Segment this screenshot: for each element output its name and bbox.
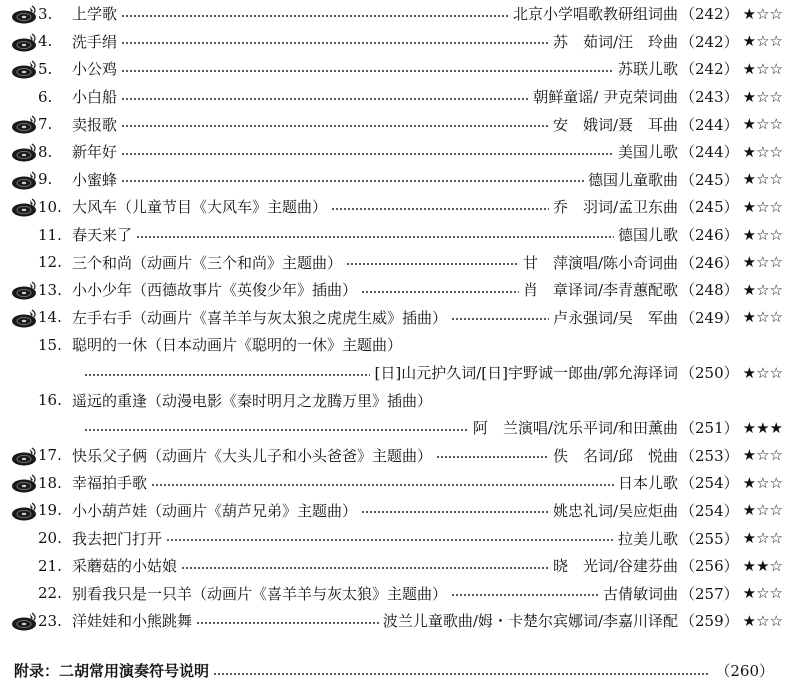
toc-entry-continuation[interactable] [8,359,783,387]
difficulty-stars: ★☆☆ [742,363,783,382]
dot-leader [451,318,549,320]
entry-title: 洗手绢 [72,32,118,51]
entry-title: 卖报歌 [72,115,118,134]
entry-number: 7. [38,115,53,134]
difficulty-stars: ★☆☆ [742,280,783,299]
entry-credit: 拉美儿歌 [618,529,679,548]
entry-number: 22. [38,584,62,603]
entry-title: 遥远的重逢（动漫电影《秦时明月之龙腾万里》插曲） [72,391,433,410]
entry-number: 18. [38,473,62,492]
entry-title: 上学歌 [72,5,118,24]
entry-number: 15. [38,335,62,354]
entry-number: 3. [38,4,53,23]
entry-credit: 阿 兰演唱/沈乐平词/和田薰曲 [472,419,679,438]
toc-entry[interactable] [8,331,783,359]
dot-leader [121,125,549,127]
entry-number: 13. [38,280,62,299]
entry-title: 小小葫芦娃（动画片《葫芦兄弟》主题曲） [72,501,358,520]
difficulty-stars: ★☆☆ [742,4,783,23]
entry-credit: 卢永强词/吴 军曲 [552,308,679,327]
entry-number: 19. [38,501,62,520]
entry-number: 10. [38,197,62,216]
difficulty-stars: ★☆☆ [742,115,783,134]
entry-credit: 甘 萍演唱/陈小奇词曲 [522,253,679,272]
entry-title: 三个和尚（动画片《三个和尚》主题曲） [72,253,343,272]
dot-leader [151,484,614,486]
entry-number: 23. [38,611,62,630]
entry-credit: 安 娥词/聂 耳曲 [552,115,679,134]
dot-leader [213,673,709,675]
entry-title: 新年好 [72,143,118,162]
appendix-page: （260） [715,662,774,680]
disc-icon [10,60,38,80]
entry-page: （251） [680,419,739,438]
table-of-contents [8,0,783,635]
entry-page: （242） [680,5,739,24]
toc-entry[interactable] [8,0,783,28]
entry-title: 左手右手（动画片《喜羊羊与灰太狼之虎虎生威》插曲） [72,308,448,327]
entry-number: 9. [38,170,53,189]
entry-credit: 肖 章译词/李青蕙配歌 [522,281,679,300]
entry-credit: 佚 名词/邱 悦曲 [552,446,679,465]
toc-entry[interactable] [8,607,783,635]
dot-leader [136,236,614,238]
entry-page: （244） [680,143,739,162]
dot-leader [346,263,519,265]
entry-page: （246） [680,253,739,272]
entry-number: 17. [38,446,62,465]
toc-entry[interactable] [8,110,783,138]
dot-leader [121,180,584,182]
toc-entry[interactable] [8,248,783,276]
entry-page: （253） [680,446,739,465]
entry-number: 16. [38,391,62,410]
difficulty-stars: ★☆☆ [742,446,783,465]
disc-icon [10,198,38,218]
toc-entry[interactable] [8,497,783,525]
entry-page: （255） [680,529,739,548]
entry-title: 小公鸡 [72,60,118,79]
entry-page: （242） [680,32,739,51]
toc-entry[interactable] [8,83,783,111]
entry-page: （256） [680,557,739,576]
toc-entry[interactable] [8,469,783,497]
entry-number: 12. [38,253,62,272]
toc-entry[interactable] [8,386,783,414]
toc-entry-continuation[interactable] [8,414,783,442]
difficulty-stars: ★☆☆ [742,197,783,216]
difficulty-stars: ★★★ [742,418,783,437]
toc-entry[interactable] [8,55,783,83]
toc-entry[interactable] [8,524,783,552]
difficulty-stars: ★☆☆ [742,308,783,327]
difficulty-stars: ★☆☆ [742,59,783,78]
entry-number: 8. [38,142,53,161]
entry-page: （254） [680,501,739,520]
difficulty-stars: ★☆☆ [742,87,783,106]
entry-credit: 姚忠礼词/吴应炬曲 [552,501,679,520]
entry-credit: 朝鲜童谣/ 尹克荣词曲 [533,88,679,107]
entry-number: 5. [38,59,53,78]
entry-title: 小蜜蜂 [72,170,118,189]
entry-page: （245） [680,170,739,189]
dot-leader [331,208,549,210]
entry-credit: 美国儿歌 [618,143,679,162]
difficulty-stars: ★☆☆ [742,142,783,161]
entry-credit: 波兰儿童歌曲/姆・卡楚尔宾娜词/李嘉川译配 [382,612,679,631]
disc-icon [10,171,38,191]
toc-entry[interactable] [8,304,783,332]
entry-page: （254） [680,474,739,493]
entry-title: 洋娃娃和小熊跳舞 [72,612,193,631]
entry-credit: 晓 光词/谷建芬曲 [552,557,679,576]
toc-entry[interactable] [8,166,783,194]
dot-leader [121,42,549,44]
difficulty-stars: ★☆☆ [742,529,783,548]
difficulty-stars: ★☆☆ [742,501,783,520]
disc-icon [10,474,38,494]
dot-leader [84,374,370,376]
disc-icon [10,143,38,163]
appendix-entry[interactable] [14,660,774,681]
toc-entry[interactable] [8,579,783,607]
disc-icon [10,309,38,329]
disc-icon [10,281,38,301]
toc-entry[interactable] [8,138,783,166]
dot-leader [166,539,614,541]
entry-title: 我去把门打开 [72,529,163,548]
toc-entry[interactable] [8,193,783,221]
disc-icon [10,33,38,53]
entry-number: 6. [38,87,53,106]
difficulty-stars: ★☆☆ [742,473,783,492]
dot-leader [361,511,549,513]
dot-leader [121,153,614,155]
dot-leader [121,15,509,17]
entry-credit: [日]山元护久词/[日]宇野诚一郎曲/郭允海译词 [374,364,679,383]
difficulty-stars: ★☆☆ [742,253,783,272]
dot-leader [196,622,379,624]
dot-leader [84,429,469,431]
entry-title: 别看我只是一只羊（动画片《喜羊羊与灰太狼》主题曲） [72,584,448,603]
difficulty-stars: ★☆☆ [742,32,783,51]
difficulty-stars: ★☆☆ [742,611,783,630]
entry-page: （250） [680,364,739,383]
toc-entry[interactable] [8,442,783,470]
entry-number: 14. [38,308,62,327]
dot-leader [121,70,614,72]
dot-leader [361,291,519,293]
entry-page: （244） [680,115,739,134]
entry-page: （259） [680,612,739,631]
dot-leader [121,98,529,100]
dot-leader [436,456,549,458]
entry-credit: 德国儿童歌曲 [588,170,679,189]
entry-page: （248） [680,281,739,300]
difficulty-stars: ★☆☆ [742,584,783,603]
disc-icon [10,447,38,467]
entry-title: 采蘑菇的小姑娘 [72,557,178,576]
toc-entry[interactable] [8,276,783,304]
entry-credit: 德国儿歌 [618,226,679,245]
entry-number: 21. [38,556,62,575]
entry-title: 快乐父子俩（动画片《大头儿子和小头爸爸》主题曲） [72,446,433,465]
entry-credit: 苏 茹词/汪 玲曲 [552,32,679,51]
disc-icon [10,502,38,522]
entry-page: （249） [680,308,739,327]
entry-page: （243） [680,88,739,107]
entry-number: 4. [38,32,53,51]
toc-entry[interactable] [8,28,783,56]
entry-title: 春天来了 [72,226,133,245]
entry-credit: 乔 羽词/孟卫东曲 [552,198,679,217]
entry-title: 幸福拍手歌 [72,474,148,493]
disc-icon [10,5,38,25]
toc-entry[interactable] [8,552,783,580]
difficulty-stars: ★★☆ [742,556,783,575]
entry-page: （257） [680,584,739,603]
disc-icon [10,612,38,632]
entry-number: 11. [38,225,62,244]
entry-title: 小小少年（西德故事片《英俊少年》插曲） [72,281,358,300]
toc-entry[interactable] [8,221,783,249]
entry-page: （242） [680,60,739,79]
entry-credit: 北京小学唱歌教研组词曲 [513,5,679,24]
dot-leader [451,594,599,596]
appendix-label: 附录：二胡常用演奏符号说明 [14,662,210,680]
difficulty-stars: ★☆☆ [742,225,783,244]
entry-page: （246） [680,226,739,245]
dot-leader [181,567,549,569]
entry-number: 20. [38,529,62,548]
entry-credit: 古倩敏词曲 [603,584,679,603]
entry-title: 聪明的一休（日本动画片《聪明的一休》主题曲） [72,336,403,355]
entry-page: （245） [680,198,739,217]
disc-icon [10,115,38,135]
entry-credit: 苏联儿歌 [618,60,679,79]
entry-title: 小白船 [72,88,118,107]
entry-title: 大风车（儿童节目《大风车》主题曲） [72,198,328,217]
entry-credit: 日本儿歌 [618,474,679,493]
difficulty-stars: ★☆☆ [742,170,783,189]
